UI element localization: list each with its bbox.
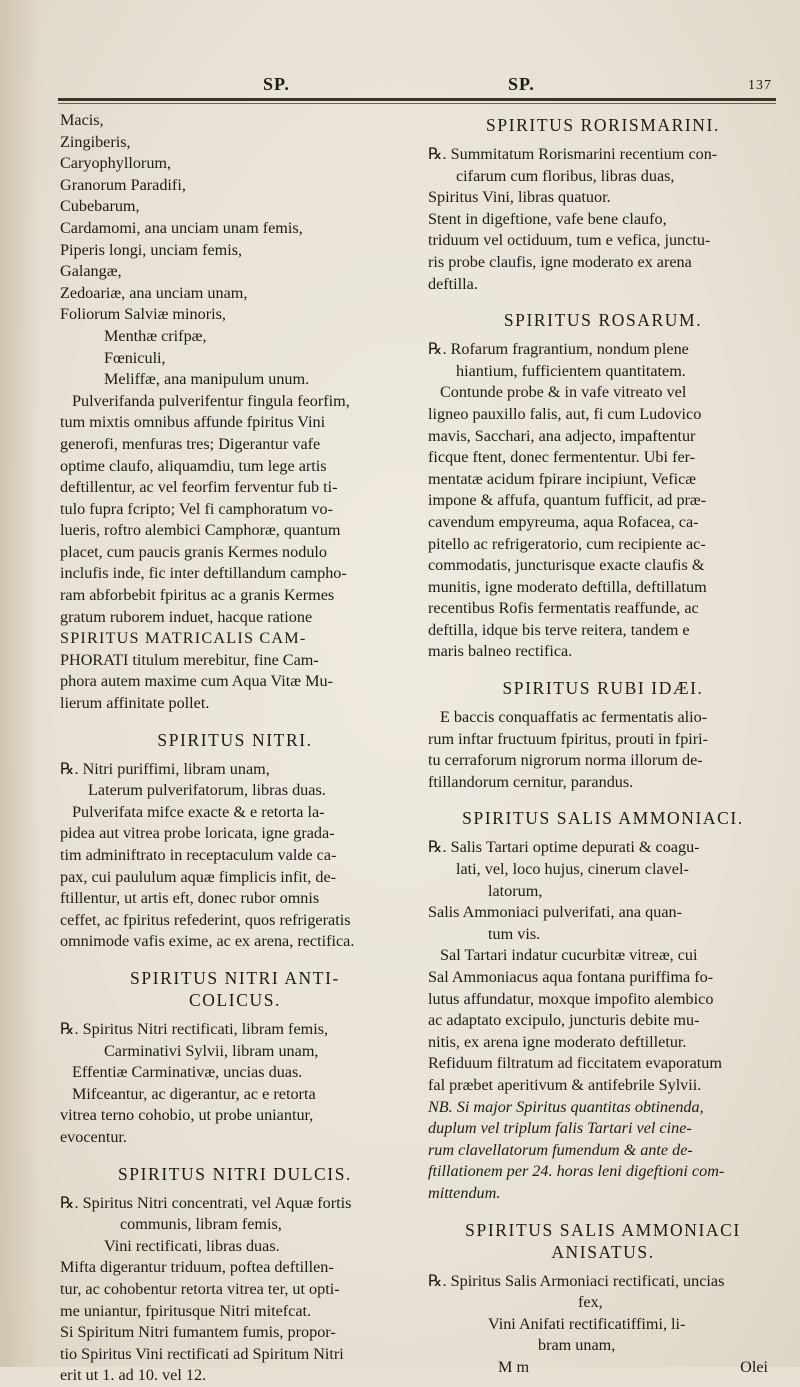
section-heading: SPIRITUS RORISMARINI. [486,115,720,135]
text-line: deftilla, idque bis terve reitera, tandem e [428,620,690,639]
text-line: placet, cum paucis granis Kermes nodulo [60,542,328,561]
section-heading: COLICUS. [188,989,282,1010]
section-heading: SPIRITUS NITRI ANTI- [130,967,340,988]
text-line: Salis Ammoniaci pulverifati, ana quan- [428,903,682,922]
ingredient-line: Cubebarum, [60,197,140,216]
text-line: pitello ac refrigeratorio, cum recipiente ac- [428,534,706,553]
signature-mark: M m [498,1357,530,1376]
text-line: ℞. Spiritus Nitri concentrati, vel Aquæ fortis [60,1193,352,1212]
text-line: triduum vel octiduum, tum e vefica, junctu- [428,231,711,250]
text-line: Vini rectificati, libras duas. [104,1236,280,1255]
text-line: ℞. Summitatum Rorismarini recentium con- [428,145,718,163]
text-line: impone & affufa, quantum fufficit, ad præ- [428,491,707,510]
ingredient-line: Zedoariæ, ana unciam unam, [60,283,248,302]
text-line: lueris, roftro alembici Camphoræ, quantum [60,521,341,540]
header-rule-thin [58,103,776,104]
text-line: munitis, igne moderato deftilla, deftillatum [428,577,707,596]
ingredient-line: Cardamomi, ana unciam unam femis, [60,218,303,237]
text-line: Laterum pulverifatorum, libras duas. [88,781,326,800]
text-line: Effentiæ Carminativæ, uncias duas. [72,1063,303,1082]
text-line: ram abforbebit fpiritus ac a granis Kermes [60,586,335,605]
text-line: commodatis, juncturisque exacte claufis & [428,556,705,575]
text-line: tur, ac cohobentur retorta vitrea ter, ut opti- [60,1279,340,1298]
page-number: 137 [748,78,772,93]
catchword: Olei [740,1357,768,1376]
ingredient-line: Granorum Paradifi, [60,175,186,194]
text-line: Sal Ammoniacus aqua fontana puriffima fo- [428,968,714,986]
text-line: ℞. Spiritus Salis Armoniaci rectificati, uncias [428,1271,725,1290]
ingredient-line: Foliorum Salviæ minoris, [60,305,226,324]
text-line: communis, libram femis, [120,1215,282,1234]
text-line: bram unam, [538,1336,616,1355]
text-line: tu cerraforum nigrorum norma illorum de- [428,751,703,770]
text-line: hiantium, fufficientem quantitatem. [456,361,686,380]
text-line: Contunde probe & in vafe vitreato vel [440,383,687,402]
text-line: tulo fupra fcripto; Vel fi camphoratum vo- [60,499,334,518]
ingredient-line: Menthæ crifpæ, [104,326,207,345]
text-line: cavendum empyreuma, aqua Rofacea, ca- [428,512,699,531]
running-head-left: SP. [263,74,290,94]
text-line: E baccis conquaffatis ac fermentatis alio- [440,708,708,727]
ingredient-line: Piperis longi, unciam femis, [60,240,243,259]
text-line: ℞. Salis Tartari optime depurati & coagu- [428,838,700,857]
text-line: omnimode vafis exime, ac ex arena, rectifica. [60,932,355,951]
text-line: ris probe claufis, igne moderato ex arena [428,252,692,271]
text-line: Mifceantur, ac digerantur, ac e retorta [72,1084,316,1103]
text-line: cifarum cum floribus, libras duas, [456,166,675,185]
nota-bene-line: duplum vel triplum falis Tartari vel cine- [428,1119,692,1138]
text-line: mavis, Sacchari, ana adjecto, impaftentur [428,426,696,445]
text-line: ligneo pauxillo falis, aut, fi cum Ludovico [428,404,702,423]
text-line: tum mixtis omnibus affunde fpiritus Vini [60,413,326,432]
text-line: lierum affinitate pollet. [60,694,210,713]
text-line: recentibus Rofis fermentatis reaffunde, ac [428,599,699,618]
text-line: Spiritus Vini, libras quatuor. [428,188,611,207]
text-line: ac adaptato excipulo, juncturis debite mu- [428,1011,700,1030]
nota-bene-line: NB. Si major Spiritus quantitas obtinenda, [428,1097,704,1116]
nota-bene-line: ftillationem per 24. horas leni digeftioni com- [428,1162,725,1181]
text-line: ℞. Nitri puriffimi, libram unam, [60,759,270,778]
page-gutter-shadow [0,0,40,1367]
text-line: Stent in digeftione, vafe bene claufo, [428,209,667,228]
text-line: erit ut 1. ad 10. vel 12. [60,1366,207,1385]
right-column [428,110,778,1379]
ingredient-line: Meliffæ, ana manipulum unum. [104,370,310,389]
text-line: tim adminiftrato in receptaculum valde ca- [60,846,337,864]
text-line: ftillandorum cernitur, parandus. [428,772,634,791]
text-line: fal præbet aperitivum & antifebrile Sylvii. [428,1075,702,1094]
text-line: ℞. Spiritus Nitri rectificati, libram femis, [60,1019,329,1038]
text-line: inclufis inde, fic inter deftillandum campho- [60,564,347,583]
text-line: fex, [578,1293,603,1312]
text-line: ℞. Rofarum fragrantium, nondum plene [428,340,689,359]
text-line: Si Spiritum Nitri fumantem fumis, propor- [60,1323,336,1342]
ingredient-line: Galangæ, [60,262,122,281]
text-line: lati, vel, loco hujus, cinerum clavel- [456,860,689,879]
ingredient-line: Caryophyllorum, [60,154,172,173]
header-rule [58,98,776,101]
text-line: Vini Anifati rectificatiffimi, li- [488,1314,686,1333]
ingredient-line: Zingiberis, [60,132,131,151]
text-line: gratum ruborem induet, hacque ratione [60,607,313,626]
text-line: Carminativi Sylvii, libram unam, [104,1041,319,1060]
text-line: rum inftar fructuum fpiritus, prouti in fpiri- [428,729,709,748]
section-heading: SPIRITUS NITRI DULCIS. [117,1163,353,1184]
text-line: ceffet, ac fpiritus refederint, quos refrigeratis [60,910,351,929]
nota-bene-line: rum clavellatorum fumendum & ante de- [428,1140,693,1159]
text-line: PHORATI titulum merebitur, fine Cam- [60,650,319,669]
text-line: phora autem maxime cum Aqua Vitæ Mu- [60,672,333,691]
text-line: pidea aut vitrea probe loricata, igne grada- [60,824,335,843]
text-line: Pulverifata mifce exacte & e retorta la- [72,802,325,821]
text-line: vitrea terno cohobio, ut probe uniantur, [60,1106,314,1125]
left-column [60,110,410,1387]
text-line: evocentur. [60,1127,127,1146]
text-line: Mifta digerantur triduum, poftea deftillen- [60,1258,334,1277]
text-line: tio Spiritus Vini rectificati ad Spiritum Nitri [60,1344,344,1363]
nota-bene-line: mittendum. [428,1183,501,1202]
section-heading: SPIRITUS RUBI IDÆI. [502,678,704,699]
catchword-line [428,1357,778,1379]
text-line: Pulverifanda pulverifentur fingula feorfim, [72,391,350,410]
text-line: ftillentur, ut artis eft, donec rubor omnis [60,889,320,908]
section-heading: SPIRITUS SALIS AMMONIACI [465,1219,741,1240]
text-line: tum vis. [488,924,541,943]
text-line: latorum, [488,881,543,900]
text-line: me uniantur, fpiritusque Nitri mitefcat. [60,1301,312,1320]
text-line: Sal Tartari indatur cucurbitæ vitreæ, cui [440,946,698,965]
text-line: nitis, ex arena igne moderato deftilletur. [428,1032,687,1051]
ingredient-line: Fœniculi, [104,348,166,367]
ingredient-line: Macis, [60,111,104,129]
text-line: maris balneo rectifica. [428,642,573,661]
section-heading: SPIRITUS ROSARUM. [503,310,703,331]
text-line: ficque ftent, donec fermententur. Ubi fer- [428,448,696,467]
running-head-right: SP. [508,74,535,94]
text-line: deftillentur, ac vel feorfim ferventur fub ti- [60,478,338,497]
text-line: SPIRITUS MATRICALIS CAM- [60,629,307,648]
text-line: mentatæ acidum fpirare incipiunt, Veficæ [428,469,697,488]
text-line: lutus affundatur, moxque impofito alembico [428,989,714,1008]
text-line: Refiduum filtratum ad ficcitatem evaporatum [428,1054,722,1073]
text-line: pax, cui paululum aquæ fimplicis infit, de- [60,867,337,886]
text-line: optime claufo, aliquamdiu, tum lege artis [60,456,327,475]
section-heading: ANISATUS. [551,1241,655,1262]
section-heading: SPIRITUS SALIS AMMONIACI. [462,808,744,829]
section-heading: SPIRITUS NITRI. [157,729,313,750]
text-line: deftilla. [428,274,478,293]
text-line: generofi, menfuras tres; Digerantur vafe [60,434,321,453]
